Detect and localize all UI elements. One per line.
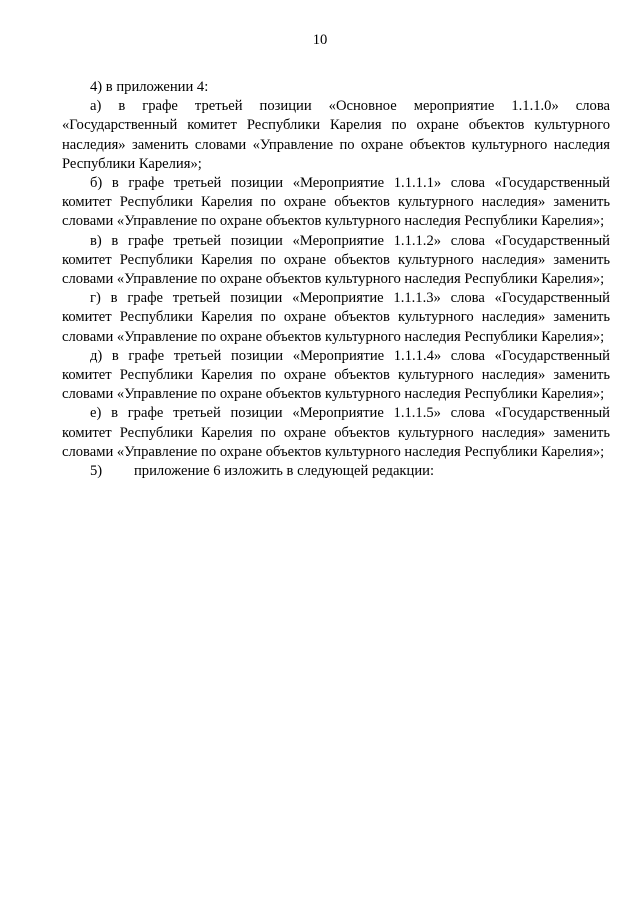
item-5-number: 5) — [90, 463, 103, 480]
subitem-g: г) в графе третьей позиции «Мероприятие 1.1.1.3» слова «Государственный комитет Республики Карелия по охране объектов культурного наследия» заменить словами «Управление по охране объектов культурного наследия Республики Карелия»; — [62, 290, 610, 345]
document-body — [62, 78, 610, 481]
item-5 — [62, 462, 610, 481]
page-number: 10 — [312, 32, 328, 48]
item-5-text: приложение 6 изложить в следующей редакции: — [134, 463, 434, 480]
subitem-e: е) в графе третьей позиции «Мероприятие 1.1.1.5» слова «Государственный комитет Республики Карелия по охране объектов культурного наследия» заменить словами «Управление по охране объектов культурного наследия Республики Карелия»; — [62, 405, 610, 460]
subitem-d: д) в графе третьей позиции «Мероприятие 1.1.1.4» слова «Государственный комитет Республики Карелия по охране объектов культурного наследия» заменить словами «Управление по охране объектов культурного наследия Республики Карелия»; — [62, 347, 610, 403]
subitem-v: в) в графе третьей позиции «Мероприятие 1.1.1.2» слова «Государственный комитет Республики Карелия по охране объектов культурного наследия» заменить словами «Управление по охране объектов культурного наследия Республики Карелия»; — [62, 232, 610, 288]
subitem-a: а) в графе третьей позиции «Основное мероприятие 1.1.1.0» слова «Государственный комитет Республики Карелия по охране объектов культурного наследия» заменить словами «Управление по охране объектов культурного наследия Республики Карелия»; — [62, 98, 610, 172]
item-4-heading: 4) в приложении 4: — [90, 79, 209, 95]
subitem-b: б) в графе третьей позиции «Мероприятие 1.1.1.1» слова «Государственный комитет Республики Карелия по охране объектов культурного наследия» заменить словами «Управление по охране объектов культурного наследия Республики Карелия»; — [62, 175, 610, 230]
